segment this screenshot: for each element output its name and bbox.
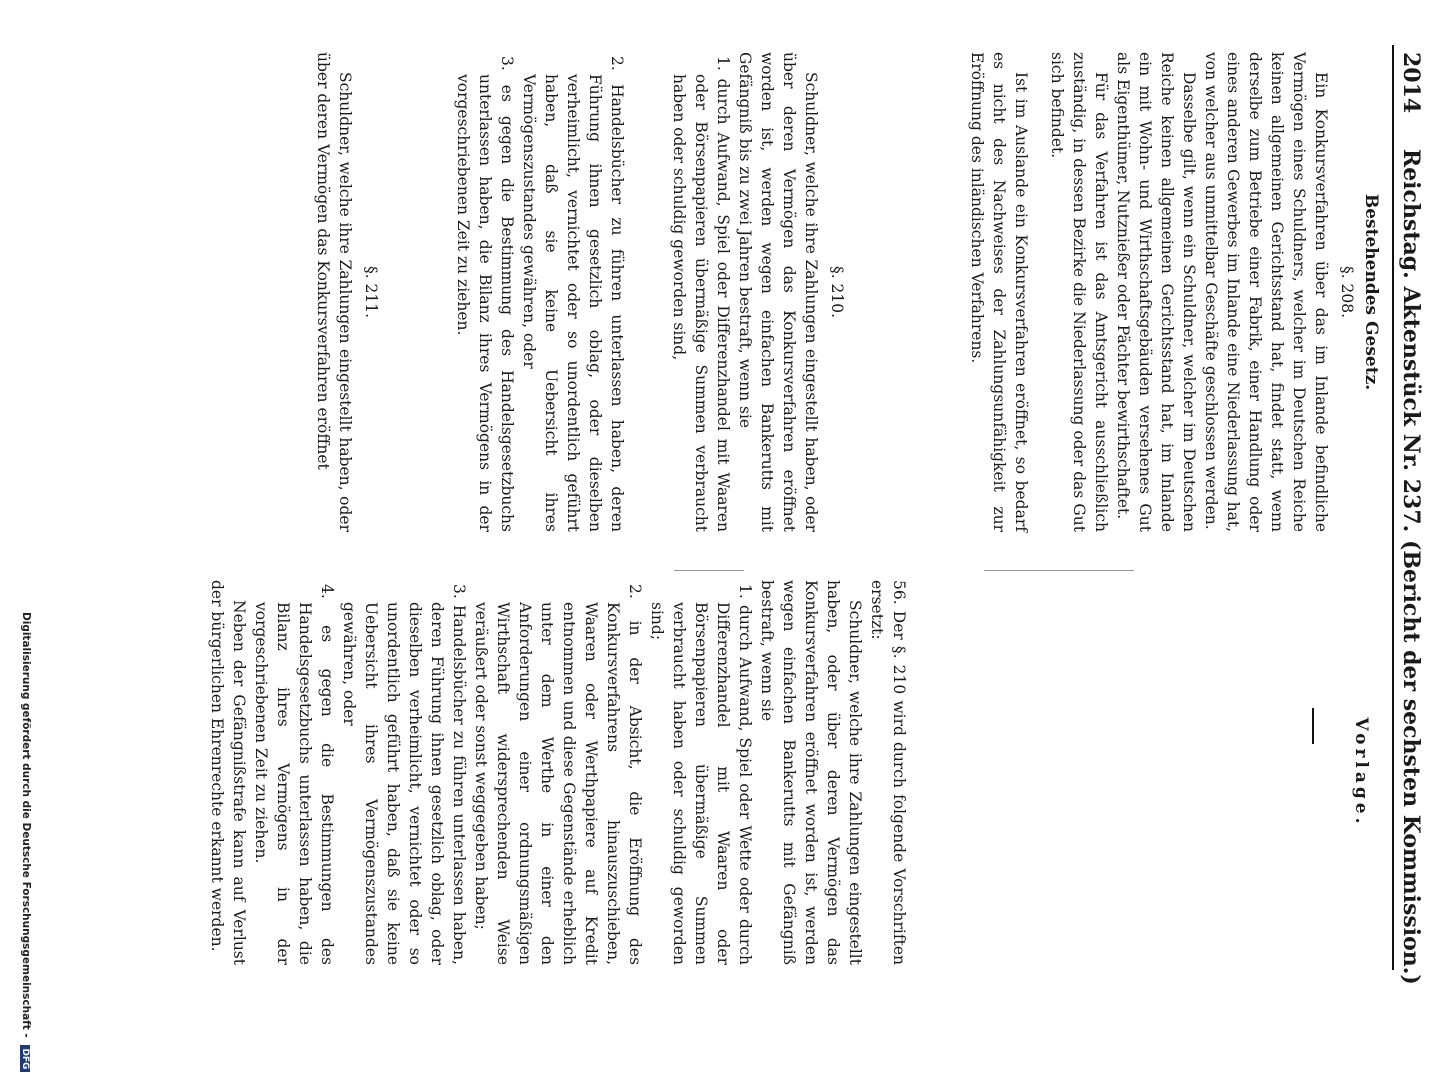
right-column bbox=[206, 580, 1372, 965]
column-divider-lower bbox=[674, 570, 744, 571]
section-210-intro: Schuldner, welche ihre Zahlungen eingestellt haben, oder über deren Vermögen das Konkursverfahren eröffnet worden ist, werden wegen einfachen Bankerutts mit Gefängniß bis zu zwei Jahren bestraft, wenn sie bbox=[736, 52, 820, 532]
digitization-note bbox=[20, 612, 32, 1072]
heading-underline bbox=[1312, 708, 1314, 744]
section-210-item-3: 3. es gegen die Bestimmung des Handelsgesetzbuchs unterlassen haben, die Bilanz ihres Vermögens in der vorgeschriebenen Zeit zu ziehen. bbox=[454, 56, 516, 532]
section-208-paragraph-4: Ist im Auslande ein Konkursverfahren eröffnet, so bedarf es nicht des Nachweises der Zahlungsunfähigkeit zur Eröffnung des inländischen Verfahrens. bbox=[968, 52, 1030, 532]
amendment-item-3: 3. Handelsbücher zu führen unterlassen haben, deren Führung ihnen gesetzlich oblag, oder dieselben verheimlicht, vernichtet oder so unordentlich geführt haben, daß sie keine Uebersicht ihres Vermögenszustandes gewähren, oder bbox=[340, 584, 468, 965]
left-column bbox=[312, 52, 1382, 532]
section-208-paragraph-2: Dasselbe gilt, wenn ein Schuldner, welcher im Deutschen Reiche keinen allgemeinen Gerichtsstand hat, im Inlande ein mit Wohn- und Wirthschaftsgebäuden versehenes Gut als Eigenthümer, Nutznießer oder Pächter bewirthschaftet. bbox=[1114, 52, 1198, 532]
amendment-closing: Neben der Gefängnißstrafe kann auf Verlust der bürgerlichen Ehrenrechte erkannt werden. bbox=[208, 580, 248, 965]
amendment-item-2: 2. in der Absicht, die Eröffnung des Konkursverfahrens hinauszuschieben, Waaren oder Werthpapiere auf Kredit entnommen und diese Gegenstände erheblich unter dem Werthe in einer den Anforderungen einer ordnungsmäßigen Wirthschaft widersprechenden Weise veräußert oder sonst weggegeben haben; bbox=[472, 584, 644, 965]
section-208-label: §. 208. bbox=[1338, 265, 1356, 319]
header-title: Reichstag. Aktenstück Nr. 237. (Bericht der sechsten Kommission.) bbox=[1398, 148, 1424, 985]
page-header bbox=[1398, 52, 1424, 985]
section-208-paragraph-1: Ein Konkursverfahren über das im Inlande befindliche Vermögen eines Schuldners, welcher im Deutschen Reiche keinen allgemeinen Gerichtsstand hat, findet statt, wenn derselbe zum Betriebe einer Fabrik, einer Handlung oder eines anderen Gewerbes im Inlande eine Niederlassung hat, von welcher aus unmittelbar Geschäfte geschlossen werden. bbox=[1202, 52, 1330, 532]
section-208-paragraph-3: Für das Verfahren ist das Amtsgericht ausschließlich zuständig, in dessen Bezirke die Niederlassung oder das Gut sich befindet. bbox=[1048, 52, 1110, 532]
left-column-heading: Bestehendes Gesetz. bbox=[1361, 193, 1381, 391]
amendment-intro-text: Der §. 210 wird durch folgende Vorschriften ersetzt: bbox=[868, 580, 908, 965]
page-number: 2014 bbox=[1398, 52, 1424, 114]
section-210-item-1: 1. durch Aufwand, Spiel oder Differenzhandel mit Waaren oder Börsenpapieren übermäßige Summen verbraucht haben oder schuldig geworden sind, bbox=[670, 56, 732, 532]
section-210-item-2: 2. Handelsbücher zu führen unterlassen haben, deren Führung ihnen gesetzlich oblag, oder dieselben verheimlicht, vernichtet oder so unordentlich geführt haben, daß sie keine Uebersicht ihres Vermögenszustandes gewähren, oder bbox=[520, 56, 626, 532]
dfg-logo: DFG bbox=[20, 1045, 30, 1072]
digitization-note-text: Digitalisierung gefördert durch die Deutsche Forschungsgemeinschaft - bbox=[20, 612, 32, 1038]
right-column-heading: Vorlage. bbox=[1351, 717, 1371, 828]
column-divider-upper bbox=[984, 570, 1134, 571]
amendment-body: Schuldner, welche ihre Zahlungen eingestellt haben, oder über deren Vermögen das Konkursverfahren eröffnet worden ist, werden wegen einfachen Bankerutts mit Gefängniß bestraft, wenn sie bbox=[758, 580, 864, 965]
section-211-intro: Schuldner, welche ihre Zahlungen eingestellt haben, oder über deren Vermögen das Konkursverfahren eröffnet bbox=[314, 52, 354, 532]
section-210-label: §. 210. bbox=[828, 265, 846, 319]
section-211-label: §. 211. bbox=[362, 265, 380, 319]
amendment-intro bbox=[866, 580, 910, 965]
amendment-item-1: 1. durch Aufwand, Spiel oder Wette oder durch Differenzhandel mit Waaren oder Börsenpapieren übermäßige Summen verbraucht haben oder schuldig geworden sind; bbox=[648, 584, 754, 965]
amendment-number: 56. bbox=[890, 580, 908, 605]
header-rule bbox=[1392, 45, 1394, 970]
amendment-item-4: 4. es gegen die Bestimmungen des Handelsgesetzbuchs unterlassen haben, die Bilanz ihres Vermögens in der vorgeschriebenen Zeit zu ziehen. bbox=[252, 584, 336, 965]
